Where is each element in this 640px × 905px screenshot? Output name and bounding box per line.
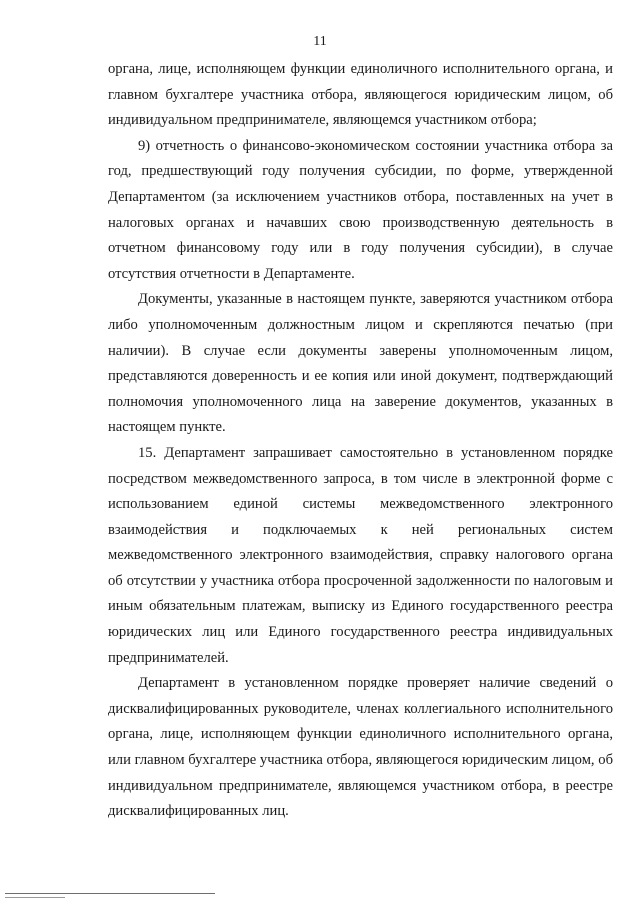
paragraph-documents-certification: Документы, указанные в настоящем пункте, заверяются участником отбора либо уполномоченным должностным лицом и скрепляются печатью (при наличии). В случае если документы заверены уполномоченным лицом, представляются доверенность и ее копия или иной документ, подтверждающий полномочия уполномоченного лица на заверение документов, указанных в настоящем пункте. bbox=[108, 291, 613, 436]
paragraph-item-15: 15. Департамент запрашивает самостоятельно в установленном порядке посредством межведомственного запроса, в том числе в электронной форме с использованием единой системы межведомственного электронного взаимодействия и подключаемых к ней региональных систем межведомственного электронного взаимодействия, справку налогового органа об отсутствии у участника отбора просроченной задолженности по налоговым и иным обязательным платежам, выписку из Единого государственного реестра юридических лиц или Единого государственного реестра индивидуальных предпринимателей. bbox=[108, 444, 613, 666]
document-body bbox=[108, 57, 613, 825]
footer-divider bbox=[5, 893, 215, 894]
page-number: 11 bbox=[313, 34, 327, 49]
paragraph-disqualified-check: Департамент в установленном порядке проверяет наличие сведений о дисквалифицированных руководителе, членах коллегиального исполнительного органа, лице, исполняющем функции единоличного исполнительного органа, или главном бухгалтере участника отбора, являющегося юридическим лицом, об индивидуальном предпринимателе, являющемся участником отбора, в реестре дисквалифицированных лиц. bbox=[108, 675, 613, 820]
paragraph-item-9: 9) отчетность о финансово-экономическом состоянии участника отбора за год, предшествующий году получения субсидии, по форме, утвержденной Департаментом (за исключением участников отбора, поставленных на учет в налоговых органах и начавших свою производственную деятельность в отчетном финансовому году или в году получения субсидии), в случае отсутствия отчетности в Департаменте. bbox=[108, 137, 613, 282]
paragraph-continuation: органа, лице, исполняющем функции единоличного исполнительного органа, и главном бухгалтере участника отбора, являющегося юридическим лицом, об индивидуальном предпринимателе, являющемся участником отбора; bbox=[108, 61, 613, 129]
footer-divider-short bbox=[5, 897, 65, 898]
